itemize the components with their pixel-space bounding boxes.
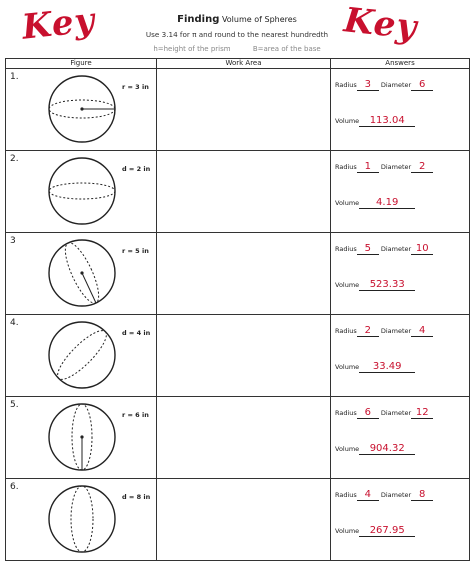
volume-label: Volume <box>335 281 360 289</box>
volume-answer: 523.33 <box>359 279 415 291</box>
work-area-cell[interactable] <box>157 315 331 397</box>
diameter-label: Diameter <box>380 409 412 417</box>
key-label-left: Key <box>20 0 98 48</box>
sphere-figure <box>46 401 118 473</box>
problem-number: 6. <box>10 482 19 492</box>
diameter-answer: 12 <box>411 407 433 419</box>
answers-cell <box>331 397 470 479</box>
volume-label: Volume <box>335 445 360 453</box>
sphere-figure <box>46 155 118 227</box>
volume-answer: 267.95 <box>359 525 415 537</box>
figure-cell <box>6 315 157 397</box>
radius-label: Radius <box>335 81 357 89</box>
volume-line <box>335 361 415 373</box>
diameter-answer: 4 <box>411 325 433 337</box>
radius-label: Radius <box>335 409 357 417</box>
volume-line <box>335 279 415 291</box>
hint-base: B=area of the base <box>252 45 321 53</box>
radius-answer: 5 <box>357 243 379 255</box>
problem-row <box>6 315 470 397</box>
work-area-cell[interactable] <box>157 233 331 315</box>
worksheet-table <box>5 58 470 561</box>
problem-row <box>6 69 470 151</box>
given-measure: d = 8 in <box>122 493 151 501</box>
figure-cell <box>6 479 157 561</box>
work-area-cell[interactable] <box>157 479 331 561</box>
volume-label: Volume <box>335 199 360 207</box>
problem-number: 2. <box>10 154 19 164</box>
volume-line <box>335 525 415 537</box>
volume-answer: 113.04 <box>359 115 415 127</box>
volume-answer: 4.19 <box>359 197 415 209</box>
hint-line <box>0 45 474 53</box>
instruction-text: Use 3.14 for π and round to the nearest hundredth <box>145 30 329 39</box>
given-measure: d = 4 in <box>122 329 151 337</box>
diameter-label: Diameter <box>380 327 412 335</box>
sphere-figure <box>46 483 118 555</box>
diameter-label: Diameter <box>380 163 412 171</box>
radius-label: Radius <box>335 327 357 335</box>
answers-cell <box>331 479 470 561</box>
problem-number: 4. <box>10 318 19 328</box>
problem-number: 1. <box>10 72 19 82</box>
diameter-answer: 2 <box>411 161 433 173</box>
radius-answer: 2 <box>357 325 379 337</box>
volume-label: Volume <box>335 363 360 371</box>
figure-cell <box>6 233 157 315</box>
problem-number: 5. <box>10 400 19 410</box>
problem-row <box>6 479 470 561</box>
radius-answer: 3 <box>357 79 379 91</box>
given-measure: r = 3 in <box>122 83 149 91</box>
radius-diameter-line <box>335 325 433 337</box>
radius-diameter-line <box>335 161 433 173</box>
radius-diameter-line <box>335 407 433 419</box>
diameter-answer: 8 <box>411 489 433 501</box>
col-figure: Figure <box>6 59 157 69</box>
radius-answer: 4 <box>357 489 379 501</box>
sphere-figure <box>46 319 118 391</box>
answers-cell <box>331 233 470 315</box>
problem-number: 3 <box>10 236 16 246</box>
radius-label: Radius <box>335 491 357 499</box>
work-area-cell[interactable] <box>157 151 331 233</box>
problem-row <box>6 151 470 233</box>
answers-cell <box>331 151 470 233</box>
answers-cell <box>331 315 470 397</box>
given-measure: r = 5 in <box>122 247 149 255</box>
answers-cell <box>331 69 470 151</box>
volume-line <box>335 197 415 209</box>
volume-answer: 904.32 <box>359 443 415 455</box>
col-answers: Answers <box>331 59 470 69</box>
radius-diameter-line <box>335 79 433 91</box>
work-area-cell[interactable] <box>157 69 331 151</box>
title-bold: Finding <box>177 14 220 25</box>
diameter-answer: 10 <box>411 243 433 255</box>
volume-label: Volume <box>335 527 360 535</box>
diameter-label: Diameter <box>380 81 412 89</box>
title-rest: Volume of Spheres <box>221 15 297 24</box>
radius-diameter-line <box>335 243 433 255</box>
figure-cell <box>6 397 157 479</box>
radius-label: Radius <box>335 245 357 253</box>
worksheet-title <box>0 14 474 25</box>
volume-line <box>335 115 415 127</box>
problem-row <box>6 233 470 315</box>
given-measure: r = 6 in <box>122 411 149 419</box>
key-label-right: Key <box>342 0 420 48</box>
radius-label: Radius <box>335 163 357 171</box>
volume-answer: 33.49 <box>359 361 415 373</box>
sphere-figure <box>46 237 118 309</box>
work-area-cell[interactable] <box>157 397 331 479</box>
diameter-label: Diameter <box>380 491 412 499</box>
col-work: Work Area <box>157 59 331 69</box>
diameter-label: Diameter <box>380 245 412 253</box>
sphere-figure <box>46 73 118 145</box>
given-measure: d = 2 in <box>122 165 151 173</box>
radius-answer: 6 <box>357 407 379 419</box>
figure-cell <box>6 69 157 151</box>
diameter-answer: 6 <box>411 79 433 91</box>
radius-answer: 1 <box>357 161 379 173</box>
problem-row <box>6 397 470 479</box>
volume-label: Volume <box>335 117 360 125</box>
volume-line <box>335 443 415 455</box>
radius-diameter-line <box>335 489 433 501</box>
figure-cell <box>6 151 157 233</box>
hint-height: h=height of the prism <box>153 45 231 53</box>
